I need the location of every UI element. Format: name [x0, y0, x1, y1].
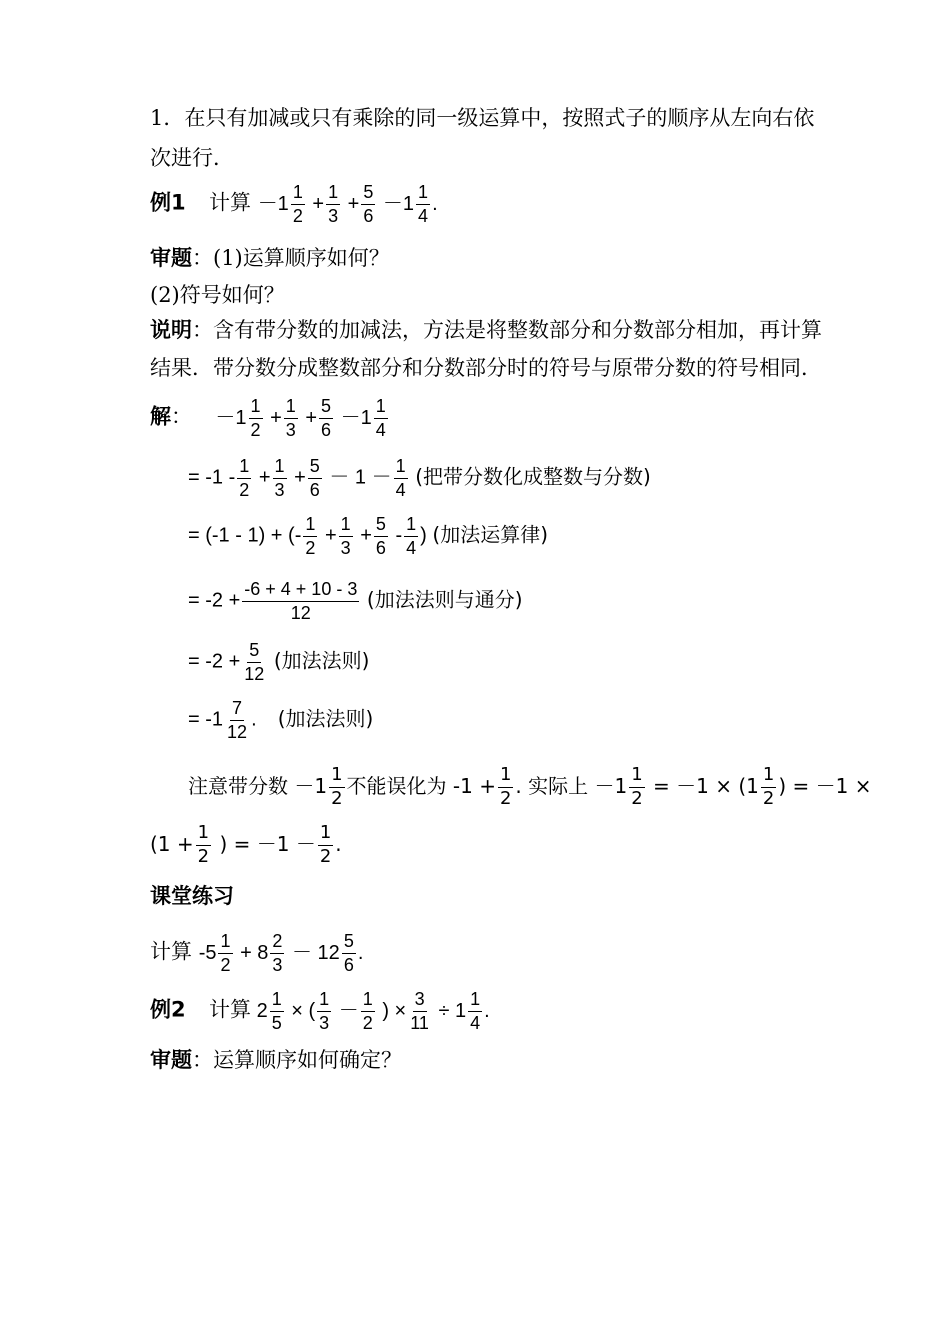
solution-note-1: (把带分数化成整数与分数) — [415, 464, 651, 489]
review1-line — [150, 248, 390, 269]
solution-label: 解 — [150, 404, 171, 429]
practice-expression: -5 $\frac{1}{2}$ + 8 $\frac{2}{3}$ － 12 $\frac{5}{6}$ . — [198, 931, 364, 975]
practice-prefix: 计算 — [150, 939, 192, 964]
review2-label: 审题 — [150, 1048, 192, 1072]
example2-expression: 2 $\frac{1}{5}$ × ( $\frac{1}{3}$ － $\frac{1}{2}$ ) × $\frac{3}{11}$ ÷ 1 $\frac{1}{4}$ . — [256, 989, 490, 1033]
solution-note-3: (加法法则与通分) — [366, 587, 523, 612]
example2-prefix: 计算 — [209, 997, 251, 1022]
explain-line-1: 说明：含有带分数的加减法，方法是将整数部分和分数部分相加，再计算 — [150, 318, 822, 342]
solution-step-2: = (-1 - 1) + (- $\frac{1}{2}$ + $\frac{1}{3}$ + $\frac{5}{6}$ - $\frac{1}{4}$ ) (加法运算律) — [188, 514, 548, 558]
solution-step-3: = -2 + $\frac{-6 + 4 + 10 - 3}{12}$ (加法法则与通分) — [188, 579, 523, 623]
review1-label: 审题 — [150, 246, 192, 270]
rule-line-2: 次进行． — [150, 146, 234, 170]
solution-note-2: (加法运算律) — [432, 522, 548, 547]
solution-step-0: 解： －1 $\frac{1}{2}$ + $\frac{1}{3}$ + $\frac{5}{6}$ －1 $\frac{1}{4}$ — [150, 397, 390, 440]
practice-line — [150, 932, 363, 975]
solution-expression-0: －1 $\frac{1}{2}$ + $\frac{1}{3}$ + $\frac{5}{6}$ －1 $\frac{1}{4}$ — [215, 396, 386, 440]
example1-line — [150, 183, 438, 226]
solution-step-1: = -1 - $\frac{1}{2}$ + $\frac{1}{3}$ + $\frac{5}{6}$ － 1 － $\frac{1}{4}$ (把带分数化成整数与分数) — [188, 456, 651, 500]
solution-note-4: (加法法则) — [273, 648, 370, 673]
caution-line-1: 注意带分数 －1 $\frac{1}{2}$ 不能误化为 -1 + $\frac{1}{2}$ . 实际上 －1 $\frac{1}{2}$ = －1 × (1 $\frac{1}{2}$ ) = －1 × — [188, 764, 872, 809]
example2-label: 例2 — [150, 997, 186, 1022]
review2-text: ：运算顺序如何确定？ — [192, 1048, 402, 1072]
explain-label: 说明 — [150, 318, 192, 342]
caution-line-2: (1 + $\frac{1}{2}$ ) = －1 － $\frac{1}{2}$ . — [150, 822, 342, 867]
solution-note-5: (加法法则) — [277, 706, 374, 731]
solution-step-5: = -1 $\frac{7}{12}$ . (加法法则) — [188, 698, 374, 742]
rule-line-1: 1．在只有加减或只有乘除的同一级运算中，按照式子的顺序从左向右依 — [150, 106, 815, 130]
review1-question1: ：(1)运算顺序如何？ — [192, 246, 390, 270]
example1-prefix: 计算 — [209, 190, 251, 215]
review2-line — [150, 1050, 402, 1071]
solution-step-4: = -2 + $\frac{5}{12}$ (加法法则) — [188, 640, 370, 684]
example1-label: 例1 — [150, 190, 186, 215]
example1-expression: －1 $\frac{1}{2}$ + $\frac{1}{3}$ + $\frac{5}{6}$ －1 $\frac{1}{4}$ . — [257, 182, 438, 226]
practice-title: 课堂练习 — [150, 884, 234, 908]
explain-line-2: 结果．带分数分成整数部分和分数部分时的符号与原带分数的符号相同． — [150, 356, 822, 380]
review1-question2: (2)符号如何？ — [150, 283, 285, 307]
example2-line — [150, 990, 490, 1033]
